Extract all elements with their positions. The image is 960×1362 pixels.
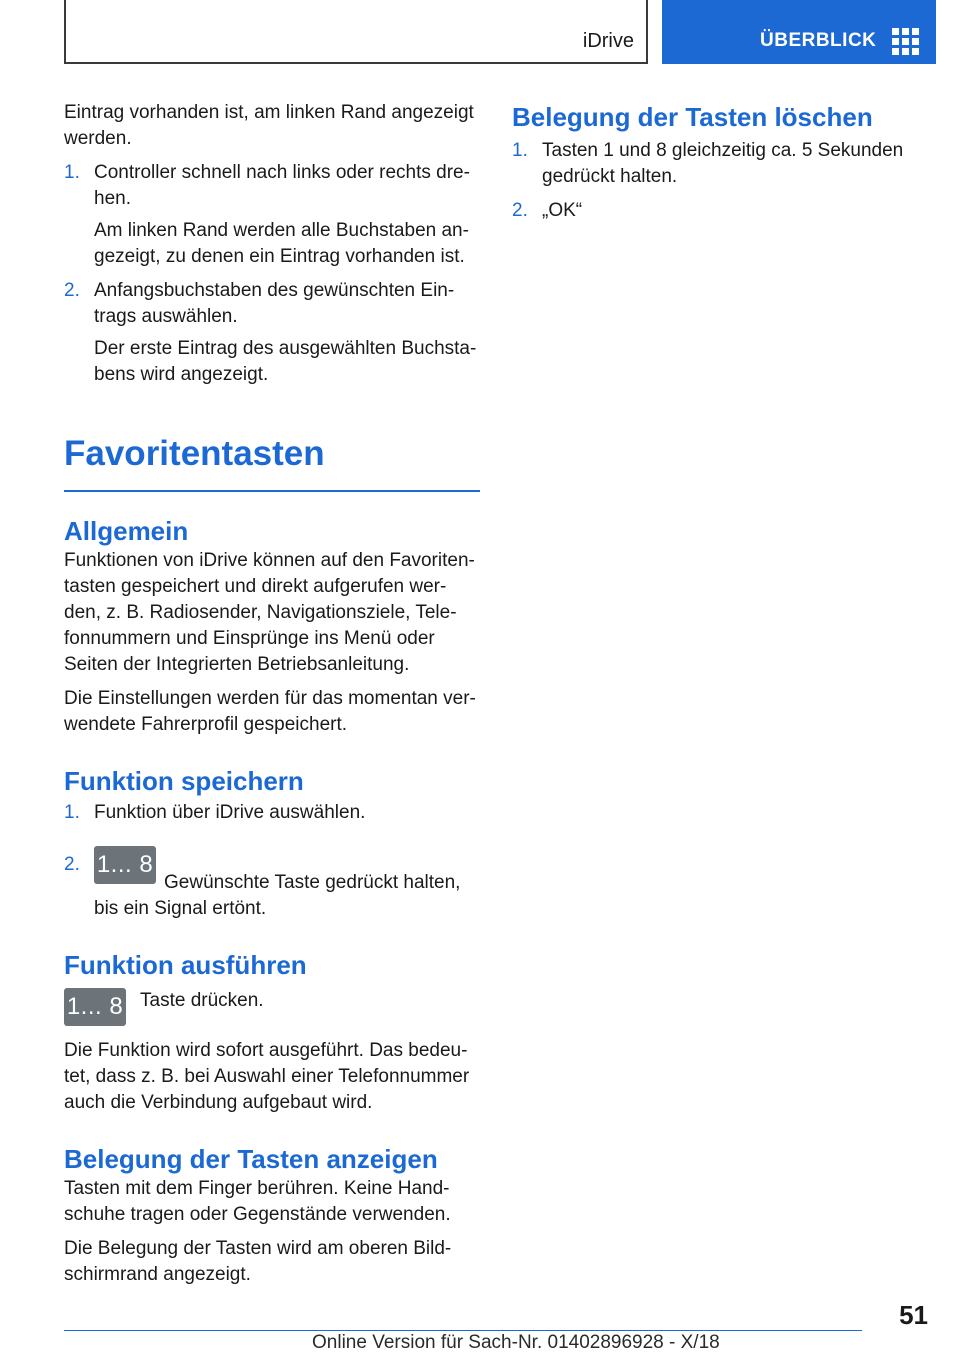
allgemein-paragraph-2: Die Einstellungen werden für das momentan ver-wendete Fahrerprofil gespeichert. [64, 688, 476, 735]
page-number: 51 [899, 1300, 928, 1330]
section-title-favoritentasten: Favoritentasten [64, 432, 480, 492]
loeschen-step-list [512, 138, 912, 224]
footer-version-text: Online Version für Sach-Nr. 01402896928 - X/18 [312, 1332, 720, 1353]
favorite-key-icon: 1... 8 [94, 846, 156, 884]
step-number: 2. [64, 854, 80, 875]
left-column [64, 100, 480, 1288]
step-number: 1. [64, 162, 80, 183]
favorite-key-icon: 1... 8 [64, 988, 126, 1026]
header-tab-overview[interactable] [662, 0, 936, 64]
footer-divider [64, 1330, 862, 1331]
allgemein-paragraph-1: Funktionen von iDrive können auf den Favoriten-tasten gespeichert und direkt aufgerufen wer-den, z. B. Radiosender, Navigationsziele, Tele-fonnummern und Einsprünge ins Menü oder Seiten der Integrierten Betriebsanleitung. [64, 550, 475, 675]
anzeigen-paragraph-2: Die Belegung der Tasten wird am oberen Bild-schirmrand angezeigt. [64, 1238, 452, 1285]
step-text: „OK“ [542, 200, 583, 221]
list-item [512, 198, 912, 224]
intro-paragraph: Eintrag vorhanden ist, am linken Rand angezeigt werden. [64, 102, 474, 149]
list-item [64, 160, 480, 270]
step-sub-text: Der erste Eintrag des ausgewählten Buchsta-bens wird angezeigt. [94, 338, 477, 385]
step-text: Tasten 1 und 8 gleichzeitig ca. 5 Sekunden gedrückt halten. [542, 140, 904, 187]
list-item [64, 838, 480, 922]
step-number: 1. [64, 802, 80, 823]
right-column [512, 100, 912, 224]
ausfuehren-paragraph: Die Funktion wird sofort ausgeführt. Das bedeu-tet, dass z. B. bei Auswahl einer Telefonnummer auch die Verbindung aufgebaut wird. [64, 1040, 470, 1113]
list-item [512, 138, 912, 190]
heading-funktion-speichern: Funktion speichern [64, 766, 304, 796]
step-number: 2. [512, 200, 528, 221]
header-tab-label: ÜBERBLICK [760, 30, 877, 51]
step-number: 1. [512, 140, 528, 161]
step-text: Controller schnell nach links oder rechts dre-hen. [94, 162, 470, 209]
step-list [64, 160, 480, 388]
ausfuehren-key-row [64, 988, 480, 1028]
step-sub-text: Am linken Rand werden alle Buchstaben an-gezeigt, zu denen ein Eintrag vorhanden ist. [94, 220, 469, 267]
header-section-title: iDrive [582, 30, 634, 52]
header-section-box [64, 0, 648, 64]
anzeigen-paragraph-1: Tasten mit dem Finger berühren. Keine Hand-schuhe tragen oder Gegenstände verwenden. [64, 1178, 451, 1225]
heading-belegung-loeschen: Belegung der Tasten löschen [512, 102, 873, 132]
key-text: Taste drücken. [140, 990, 264, 1011]
step-text: Anfangsbuchstaben des gewünschten Ein-trags auswählen. [94, 280, 455, 327]
heading-allgemein: Allgemein [64, 516, 189, 546]
list-item [64, 800, 480, 826]
list-item [64, 278, 480, 388]
step-number: 2. [64, 280, 80, 301]
step-text: Funktion über iDrive auswählen. [94, 802, 366, 823]
heading-funktion-ausfuehren: Funktion ausführen [64, 950, 307, 980]
grid-icon [892, 28, 920, 56]
step-text-content: Gewünschte Taste gedrückt halten, bis ein Signal ertönt. [94, 872, 461, 919]
heading-belegung-anzeigen: Belegung der Tasten anzeigen [64, 1144, 438, 1174]
speichern-step-list [64, 800, 480, 922]
step-text [94, 838, 480, 922]
